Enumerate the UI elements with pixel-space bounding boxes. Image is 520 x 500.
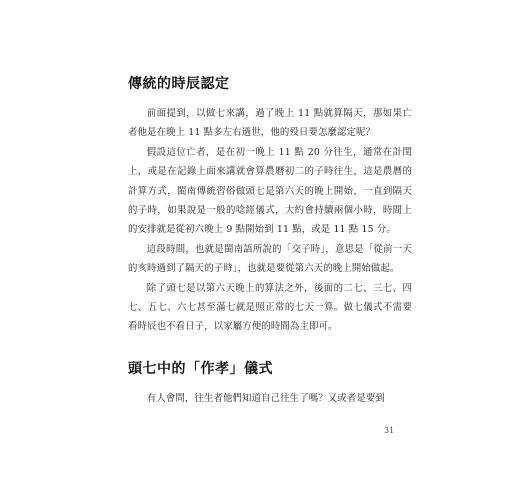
paragraph: 前面提到，以做七來講，過了晚上 11 點就算隔天，那如果亡者他是在晚上 11 點多左右過世，他的殁日要怎麼認定呢？ <box>128 108 412 139</box>
page-number: 31 <box>384 426 395 435</box>
paragraph: 假設這位亡者，是在初一晚上 11 點 20 分往生，通常在計閏上，或是在記錄上面來講就會算農曆初二的子時往生，這是農曆的計算方式，閩南傳統習俗做頭七是第六天的晚上開始，一直到隔天的子時，如果說是一般的唸經儀式，大約會持續兩個小時，時間上的安排就是從初六晚上 9 點開始到 11 點，或是 11 點 15 分。 <box>128 146 412 236</box>
paragraph: 除了頭七是以第六天晚上的算法之外，後面的二七、三七、四七、五七、六七甚至滿七就是照正常的七天一算。做七儀式不需要看時辰也不看日子，以家屬方便的時間為主即可。 <box>128 282 412 333</box>
paragraph: 有人會問，往生者他們知道自己往生了嗎？又或者是要到 <box>146 392 385 404</box>
page-body <box>128 74 412 408</box>
section-heading-time-recognition: 傳統的時辰認定 <box>128 76 230 92</box>
section-heading-filial-ritual: 頭七中的「作孝」儀式 <box>128 360 273 377</box>
paragraph: 這段時間，也就是閩南語所說的「交子時」，意思是「從前一天的亥時過到了隔天的子時」，也就是要從第六天的晚上開始做起。 <box>128 243 412 275</box>
